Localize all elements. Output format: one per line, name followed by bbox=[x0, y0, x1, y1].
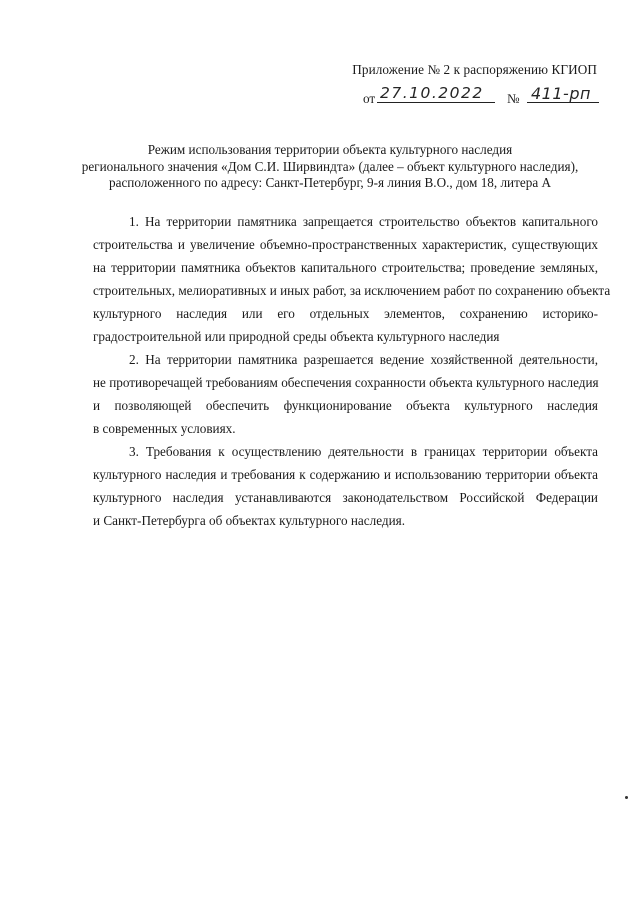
date-prefix: от bbox=[363, 91, 376, 106]
paragraph-line: культурного наследия или его отдельных элементов, сохранению историко- bbox=[93, 306, 598, 321]
handwritten-order-number: 411-рп bbox=[527, 84, 599, 103]
paragraph-1 bbox=[93, 210, 611, 348]
paragraph-line: 2. На территории памятника разрешается ведение хозяйственной деятельности, bbox=[129, 352, 598, 367]
paragraph-line: культурного наследия устанавливаются законодательством Российской Федерации bbox=[93, 490, 598, 505]
number-sign: № bbox=[507, 91, 520, 106]
title-line: расположенного по адресу: Санкт-Петербург, 9-я линия В.О., дом 18, литера А bbox=[109, 175, 551, 190]
handwritten-date: 27.10.2022 bbox=[377, 84, 495, 103]
paragraph-line: и позволяющей обеспечить функционирование объекта культурного наследия bbox=[93, 398, 598, 413]
paragraph-line: культурного наследия и требования к содержанию и использованию территории объекта bbox=[93, 467, 598, 482]
paragraph-line: в современных условиях. bbox=[93, 421, 236, 436]
title-line: регионального значения «Дом С.И. Ширвиндта» (далее – объект культурного наследия), bbox=[81, 158, 579, 174]
appendix-reference: Приложение № 2 к распоряжению КГИОП bbox=[352, 62, 597, 77]
paragraph-line: 3. Требования к осуществлению деятельности в границах территории объекта bbox=[129, 444, 598, 459]
title-line: Режим использования территории объекта культурного наследия bbox=[147, 142, 513, 157]
paragraph-line: градостроительной или природной среды объекта культурного наследия bbox=[93, 329, 500, 344]
order-date-number-line bbox=[363, 86, 599, 108]
scan-speck bbox=[625, 796, 628, 799]
paragraph-line: 1. На территории памятника запрещается строительство объектов капитального bbox=[129, 214, 598, 229]
paragraph-2 bbox=[93, 348, 598, 440]
paragraph-line: строительства и увеличение объемно-пространственных характеристик, существующих bbox=[93, 237, 598, 252]
paragraph-line: не противоречащей требованиям обеспечения сохранности объекта культурного наследия bbox=[93, 375, 599, 390]
paragraph-line: на территории памятника объектов капитального строительства; проведение земляных, bbox=[93, 260, 598, 275]
paragraph-line: и Санкт-Петербурга об объектах культурного наследия. bbox=[93, 513, 406, 528]
paragraph-line: строительных, мелиоративных и иных работ, за исключением работ по сохранению объекта bbox=[93, 283, 611, 298]
document-title bbox=[60, 142, 600, 192]
document-body bbox=[93, 210, 611, 532]
paragraph-3 bbox=[93, 440, 598, 532]
